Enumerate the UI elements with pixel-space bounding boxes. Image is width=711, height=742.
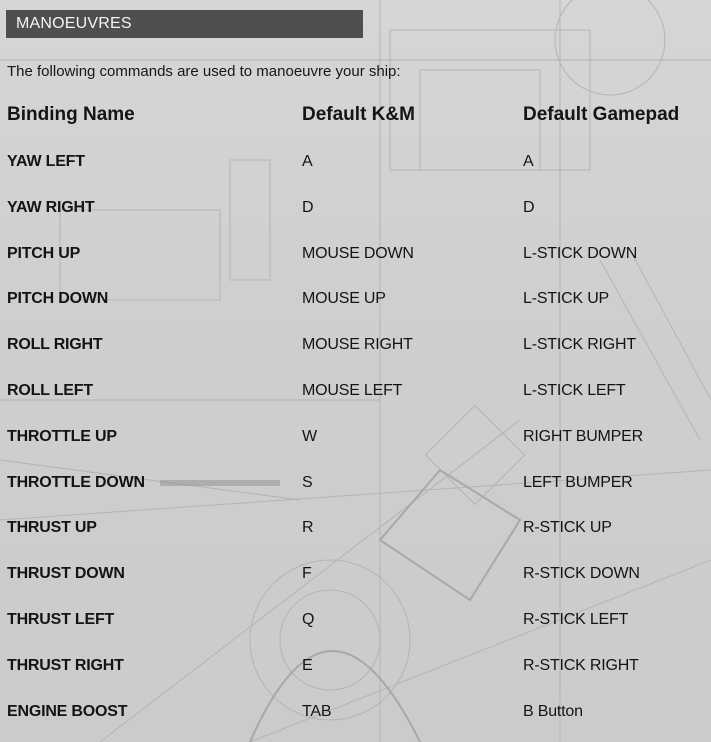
km-binding: MOUSE DOWN <box>302 244 414 262</box>
gamepad-binding: L-STICK RIGHT <box>523 336 636 354</box>
bindings-table <box>0 139 711 734</box>
km-binding: S <box>302 473 313 491</box>
binding-name: PITCH DOWN <box>7 290 109 308</box>
binding-name: PITCH UP <box>7 244 81 262</box>
gamepad-binding: R-STICK LEFT <box>523 610 629 628</box>
km-binding: W <box>302 427 317 445</box>
table-row <box>0 460 711 506</box>
km-binding: D <box>302 198 314 216</box>
table-row <box>0 551 711 597</box>
km-binding: MOUSE LEFT <box>302 381 403 399</box>
table-row <box>0 505 711 551</box>
km-binding: MOUSE RIGHT <box>302 336 413 354</box>
table-row <box>0 368 711 414</box>
gamepad-binding: R-STICK UP <box>523 519 612 537</box>
binding-name: YAW RIGHT <box>7 198 95 216</box>
table-row <box>0 139 711 185</box>
binding-name: THRUST RIGHT <box>7 656 124 674</box>
gamepad-binding: LEFT BUMPER <box>523 473 633 491</box>
gamepad-binding: R-STICK DOWN <box>523 565 640 583</box>
intro-text: The following commands are used to manoeuvre your ship: <box>7 63 401 80</box>
table-row <box>0 185 711 231</box>
binding-name: ENGINE BOOST <box>7 702 128 720</box>
km-binding: R <box>302 519 314 537</box>
km-binding: F <box>302 565 312 583</box>
binding-name: YAW LEFT <box>7 153 85 170</box>
table-row <box>0 322 711 368</box>
table-row <box>0 643 711 689</box>
binding-name: THRUST DOWN <box>7 565 125 583</box>
table-row <box>0 689 711 735</box>
gamepad-binding: L-STICK LEFT <box>523 381 626 399</box>
binding-name: ROLL RIGHT <box>7 336 103 354</box>
section-title: MANOEUVRES <box>16 15 132 32</box>
header-default-km: Default K&M <box>302 104 415 125</box>
km-binding: A <box>302 153 313 170</box>
gamepad-binding: D <box>523 198 535 216</box>
table-row <box>0 597 711 643</box>
gamepad-binding: B Button <box>523 702 583 720</box>
km-binding: E <box>302 656 313 674</box>
gamepad-binding: R-STICK RIGHT <box>523 656 639 674</box>
binding-name: ROLL LEFT <box>7 381 93 399</box>
gamepad-binding: L-STICK DOWN <box>523 244 638 262</box>
km-binding: TAB <box>302 702 332 720</box>
table-row <box>0 276 711 322</box>
gamepad-binding: L-STICK UP <box>523 290 610 308</box>
km-binding: Q <box>302 610 315 628</box>
gamepad-binding: RIGHT BUMPER <box>523 427 643 445</box>
table-row <box>0 414 711 460</box>
table-header-row <box>0 102 711 130</box>
binding-name: THRUST LEFT <box>7 610 115 628</box>
header-default-gamepad: Default Gamepad <box>523 104 680 125</box>
section-header <box>6 10 363 38</box>
gamepad-binding: A <box>523 153 534 170</box>
km-binding: MOUSE UP <box>302 290 386 308</box>
header-binding-name: Binding Name <box>7 104 135 125</box>
binding-name: THRUST UP <box>7 519 97 537</box>
table-row <box>0 231 711 277</box>
binding-name: THROTTLE DOWN <box>7 473 145 491</box>
binding-name: THROTTLE UP <box>7 427 117 445</box>
